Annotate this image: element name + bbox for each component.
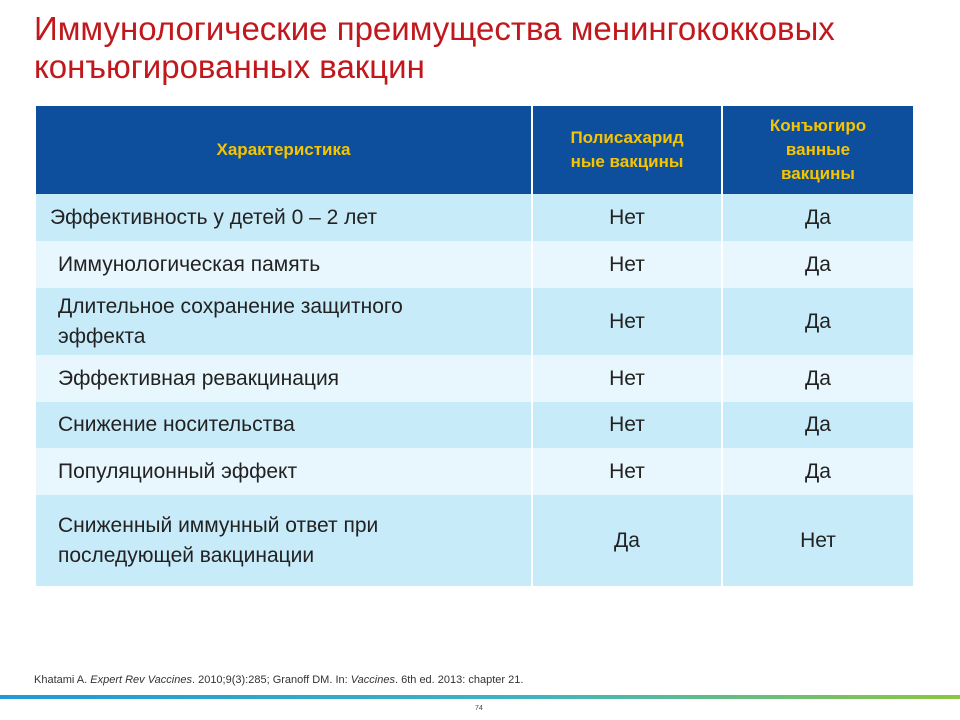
row-conjugated-value: Да xyxy=(722,448,913,495)
header-characteristic xyxy=(36,106,532,194)
table-row xyxy=(36,241,913,288)
table-row xyxy=(36,495,913,586)
reference-footnote xyxy=(34,674,523,686)
footnote-details: . 2010;9(3):285; Granoff DM. In: xyxy=(191,674,351,686)
row-polysaccharide-value: Нет xyxy=(532,448,722,495)
row-label: Снижение носительства xyxy=(36,402,532,448)
row-polysaccharide-value: Нет xyxy=(532,241,722,288)
row-label: Эффективность у детей 0 – 2 лет xyxy=(36,194,532,241)
row-conjugated-value: Да xyxy=(722,355,913,402)
slide-title-line2: конъюгированных вакцин xyxy=(34,48,425,85)
table-row xyxy=(36,402,913,448)
row-conjugated-value: Да xyxy=(722,402,913,448)
footnote-author: Khatami A. xyxy=(34,674,91,686)
header-polysaccharide-line2: ные вакцины xyxy=(570,152,684,171)
row-conjugated-value: Нет xyxy=(722,495,913,586)
header-conjugated xyxy=(722,106,913,194)
row-label: Популяционный эффект xyxy=(36,448,532,495)
row-conjugated-value: Да xyxy=(722,194,913,241)
footnote-book: Vaccines xyxy=(350,674,395,686)
slide-title-line1: Иммунологические преимущества менингококковых xyxy=(34,10,835,47)
row-label xyxy=(36,288,532,355)
row-conjugated-value: Да xyxy=(722,288,913,355)
header-polysaccharide xyxy=(532,106,722,194)
table-row xyxy=(36,194,913,241)
row-label-line2: эффекта xyxy=(58,324,146,348)
footnote-edition: . 6th ed. 2013: chapter 21. xyxy=(394,674,524,686)
row-polysaccharide-value: Нет xyxy=(532,355,722,402)
page-number: 74 xyxy=(475,705,483,712)
row-polysaccharide-value: Нет xyxy=(532,194,722,241)
table-header-row xyxy=(36,106,913,194)
table-row xyxy=(36,288,913,355)
header-conjugated-line3: вакцины xyxy=(781,164,855,183)
row-label-line1: Сниженный иммунный ответ при xyxy=(58,513,379,537)
footnote-journal: Expert Rev Vaccines xyxy=(90,674,192,686)
table-row xyxy=(36,355,913,402)
row-label-line2: последующей вакцинации xyxy=(58,543,315,567)
bottom-accent-bar xyxy=(0,695,960,699)
row-label: Эффективная ревакцинация xyxy=(36,355,532,402)
row-polysaccharide-value: Нет xyxy=(532,288,722,355)
row-polysaccharide-value: Да xyxy=(532,495,722,586)
header-characteristic-label: Характеристика xyxy=(216,140,351,159)
row-label: Иммунологическая память xyxy=(36,241,532,288)
table-row xyxy=(36,448,913,495)
row-conjugated-value: Да xyxy=(722,241,913,288)
header-polysaccharide-line1: Полисахарид xyxy=(570,128,684,147)
header-conjugated-line1: Конъюгиро xyxy=(769,116,867,135)
slide-title xyxy=(34,10,914,86)
header-conjugated-line2: ванные xyxy=(785,140,851,159)
comparison-table xyxy=(36,106,913,586)
row-label xyxy=(36,495,532,586)
row-label-line1: Длительное сохранение защитного xyxy=(58,294,403,318)
row-polysaccharide-value: Нет xyxy=(532,402,722,448)
